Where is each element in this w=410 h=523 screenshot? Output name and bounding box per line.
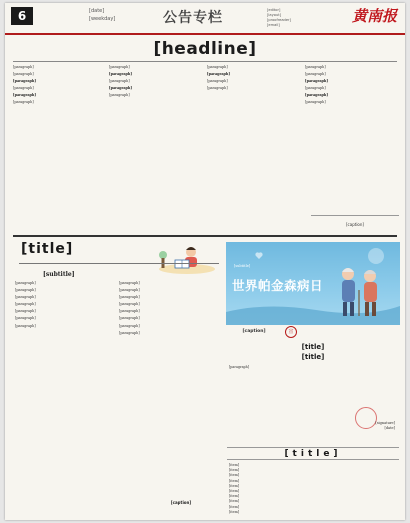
law-paragraph: [paragraph] [15,316,36,321]
publicity-stamp: 宣 [285,326,297,338]
lost-notice-item: [item] [229,463,240,467]
article-paragraph: [paragraph] [305,86,326,91]
article-subheading: [paragraph] [109,86,132,91]
article-paragraph: [paragraph] [13,72,34,77]
law-paragraph: [paragraph] [119,316,140,321]
editor-info [267,8,291,28]
law-paragraph: [paragraph] [119,281,140,285]
section-label: 公告专栏 [163,10,223,26]
masthead-logo: 黄南报 [351,7,397,25]
editor-line: [layout] [267,13,282,17]
main-headline: [headline] [153,39,257,59]
reading-child-illustration [147,243,217,275]
law-paragraph: [paragraph] [119,302,140,307]
article-subheading: [paragraph] [109,72,132,77]
notice-signatory: [signature] [375,421,395,425]
law-title-divider [19,263,219,264]
law-paragraph: [paragraph] [119,309,140,314]
article-paragraph: [paragraph] [13,100,34,105]
article-paragraph: [paragraph] [305,65,326,69]
law-paragraph: [paragraph] [119,330,140,335]
lost-notice-title: [title] [284,449,342,459]
publication-date: [date] [89,8,105,14]
notice-date: [date] [384,426,395,430]
article-subheading: [paragraph] [305,93,328,98]
publication-weekday: [weekday] [89,16,116,22]
article-paragraph: [paragraph] [13,86,34,91]
article-subheading: [paragraph] [305,79,328,84]
notice-title: [title] [301,343,325,351]
editor-line: [proofreader] [267,18,291,22]
law-column-2 [119,281,219,497]
law-paragraph: [paragraph] [119,288,140,293]
lost-notice-item: [item] [229,489,240,494]
editor-line: [email] [267,23,280,27]
law-paragraph: [paragraph] [15,281,36,285]
law-paragraph: [paragraph] [15,302,36,307]
eco-bureau-credit: [caption] [311,215,399,233]
editor-line: [editor] [267,8,281,12]
official-seal [355,407,377,429]
notice-title: [title] [301,353,325,361]
lost-notice-item: [item] [229,473,240,478]
article-column-2 [109,65,203,233]
law-feature-credit: [caption] [170,500,192,505]
law-paragraph: [paragraph] [119,295,140,300]
article-subheading: [paragraph] [13,79,36,84]
law-paragraph: [paragraph] [15,288,36,293]
lost-notice-item: [item] [229,494,240,499]
newspaper-page [5,3,405,520]
article-subheading: [paragraph] [13,93,36,98]
article-paragraph: [paragraph] [109,79,130,84]
article-paragraph: [paragraph] [207,86,228,91]
tongren-notice [227,343,399,443]
poster-title: 世界帕金森病日 [232,278,324,293]
section-divider [13,235,397,237]
law-paragraph: [paragraph] [15,323,36,328]
law-paragraph: [paragraph] [119,323,140,328]
article-column-3 [207,65,301,233]
article-column-1 [13,65,105,233]
letter-title: [subtitle] [43,271,75,278]
article-paragraph: [paragraph] [109,65,130,69]
law-feature-title: [title] [21,241,74,257]
article-paragraph: [paragraph] [207,65,228,69]
article-paragraph: [paragraph] [305,72,326,77]
notice-body: [paragraph] [229,365,250,369]
lost-notice-item: [item] [229,483,240,488]
lost-notice-item: [item] [229,468,240,473]
article-paragraph: [paragraph] [305,100,326,105]
article-paragraph: [paragraph] [207,79,228,84]
article-subheading: [paragraph] [207,72,230,77]
lost-notice-item: [item] [229,509,240,514]
poster-caption: [caption] [242,329,266,334]
article-paragraph: [paragraph] [109,93,130,98]
lost-notice-item: [item] [229,504,240,509]
poster-subtitle: [subtitle] [234,264,251,268]
page-number: 6 [11,7,33,25]
notice-signature [375,421,395,431]
law-paragraph: [paragraph] [15,295,36,300]
article-column-4 [305,65,399,213]
lost-notice-header [227,447,399,460]
lost-notice-item: [item] [229,478,240,483]
headline-divider [13,61,397,62]
parkinson-day-poster [226,242,400,325]
lost-notice-list [229,463,397,517]
article-paragraph: [paragraph] [13,65,34,69]
lost-notice-item: [item] [229,499,240,504]
law-paragraph: [paragraph] [15,309,36,314]
law-column-1 [15,281,115,517]
page-header [5,3,405,35]
